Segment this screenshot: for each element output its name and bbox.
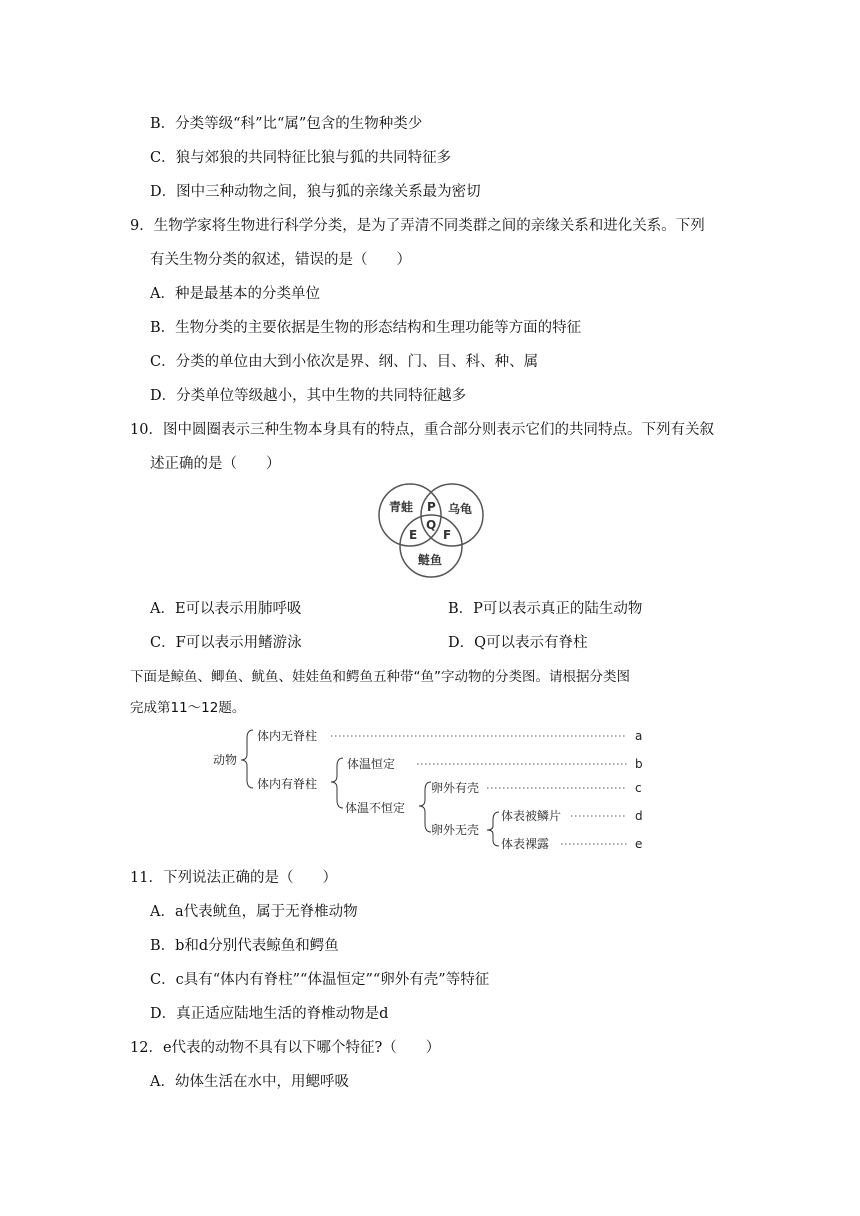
venn-label-frog: 青蛙 (389, 500, 414, 514)
classification-tree (205, 724, 655, 856)
tree-leaf-c: c (635, 781, 642, 795)
tree-leaf-b: b (635, 757, 643, 771)
venn-diagram (370, 478, 490, 584)
tree-no-spine: 体内无脊柱 (257, 729, 318, 743)
q10-option-d: D．Q可以表示有脊柱 (448, 635, 588, 651)
brace-cold (419, 782, 431, 832)
q12-option-a: A．幼体生活在水中，用鳃呼吸 (150, 1074, 349, 1090)
tree-leaf-a: a (635, 729, 643, 743)
q11-option-c: C．c具有“体内有脊柱”“体温恒定”“卵外有壳”等特征 (150, 972, 490, 988)
q8-option-d: D．图中三种动物之间，狼与狐的亲缘关系最为密切 (150, 184, 481, 200)
q8-option-c: C．狼与郊狼的共同特征比狼与狐的共同特征多 (150, 150, 452, 166)
q9-stem-line1: 9．生物学家将生物进行科学分类，是为了弄清不同类群之间的亲缘关系和进化关系。下列 (130, 218, 705, 234)
q11-option-d: D．真正适应陆地生活的脊椎动物是d (150, 1006, 389, 1022)
q11-option-a: A．a代表鱿鱼，属于无脊椎动物 (150, 904, 358, 920)
q11-option-b: B．b和d分别代表鲸鱼和鳄鱼 (150, 938, 339, 954)
intro-line2: 完成第11～12题。 (130, 700, 246, 716)
tree-leaf-d: d (635, 809, 643, 823)
q9-stem-line2: 有关生物分类的叙述，错误的是（ ） (150, 252, 411, 268)
venn-label-f: F (443, 528, 452, 542)
q10-option-b: B．P可以表示真正的陆生动物 (448, 601, 643, 617)
q10-option-c: C．F可以表示用鳍游泳 (150, 635, 302, 651)
tree-bare: 体表裸露 (501, 837, 550, 851)
tree-shell: 卵外有壳 (431, 781, 480, 795)
venn-label-e: E (409, 528, 418, 542)
q10-stem-line2: 述正确的是（ ） (150, 456, 281, 472)
venn-label-p: P (427, 500, 436, 514)
tree-scales: 体表被鳞片 (501, 809, 562, 823)
q9-option-a: A．种是最基本的分类单位 (150, 286, 320, 302)
q8-option-b: B．分类等级“科”比“属”包含的生物种类少 (150, 116, 423, 132)
q11-stem: 11．下列说法正确的是（ ） (130, 870, 337, 886)
tree-spine: 体内有脊柱 (257, 777, 318, 791)
q9-option-b: B．生物分类的主要依据是生物的形态结构和生理功能等方面的特征 (150, 320, 582, 336)
tree-no-shell: 卵外无壳 (431, 823, 480, 837)
tree-warm: 体温恒定 (347, 757, 396, 771)
tree-root: 动物 (213, 753, 238, 767)
q10-option-a: A．E可以表示用肺呼吸 (150, 601, 302, 617)
q12-stem: 12．e代表的动物不具有以下哪个特征?（ ） (130, 1040, 441, 1056)
brace-no-shell (487, 812, 499, 846)
venn-label-q: Q (426, 518, 437, 532)
venn-label-fish: 鲢鱼 (418, 553, 443, 567)
q9-option-d: D．分类单位等级越小，其中生物的共同特征越多 (150, 388, 467, 404)
q9-option-c: C．分类的单位由大到小依次是界、纲、门、目、科、种、属 (150, 354, 539, 370)
brace-spine (331, 758, 343, 808)
q10-stem-line1: 10．图中圆圈表示三种生物本身具有的特点，重合部分则表示它们的共同特点。下列有关叙 (130, 422, 714, 438)
brace-root (241, 730, 253, 788)
tree-leaf-e: e (635, 837, 643, 851)
intro-line1: 下面是鲸鱼、鲫鱼、鱿鱼、娃娃鱼和鳄鱼五种带“鱼”字动物的分类图。请根据分类图 (130, 669, 630, 685)
tree-cold: 体温不恒定 (345, 801, 406, 815)
venn-label-turtle: 乌龟 (448, 502, 473, 516)
